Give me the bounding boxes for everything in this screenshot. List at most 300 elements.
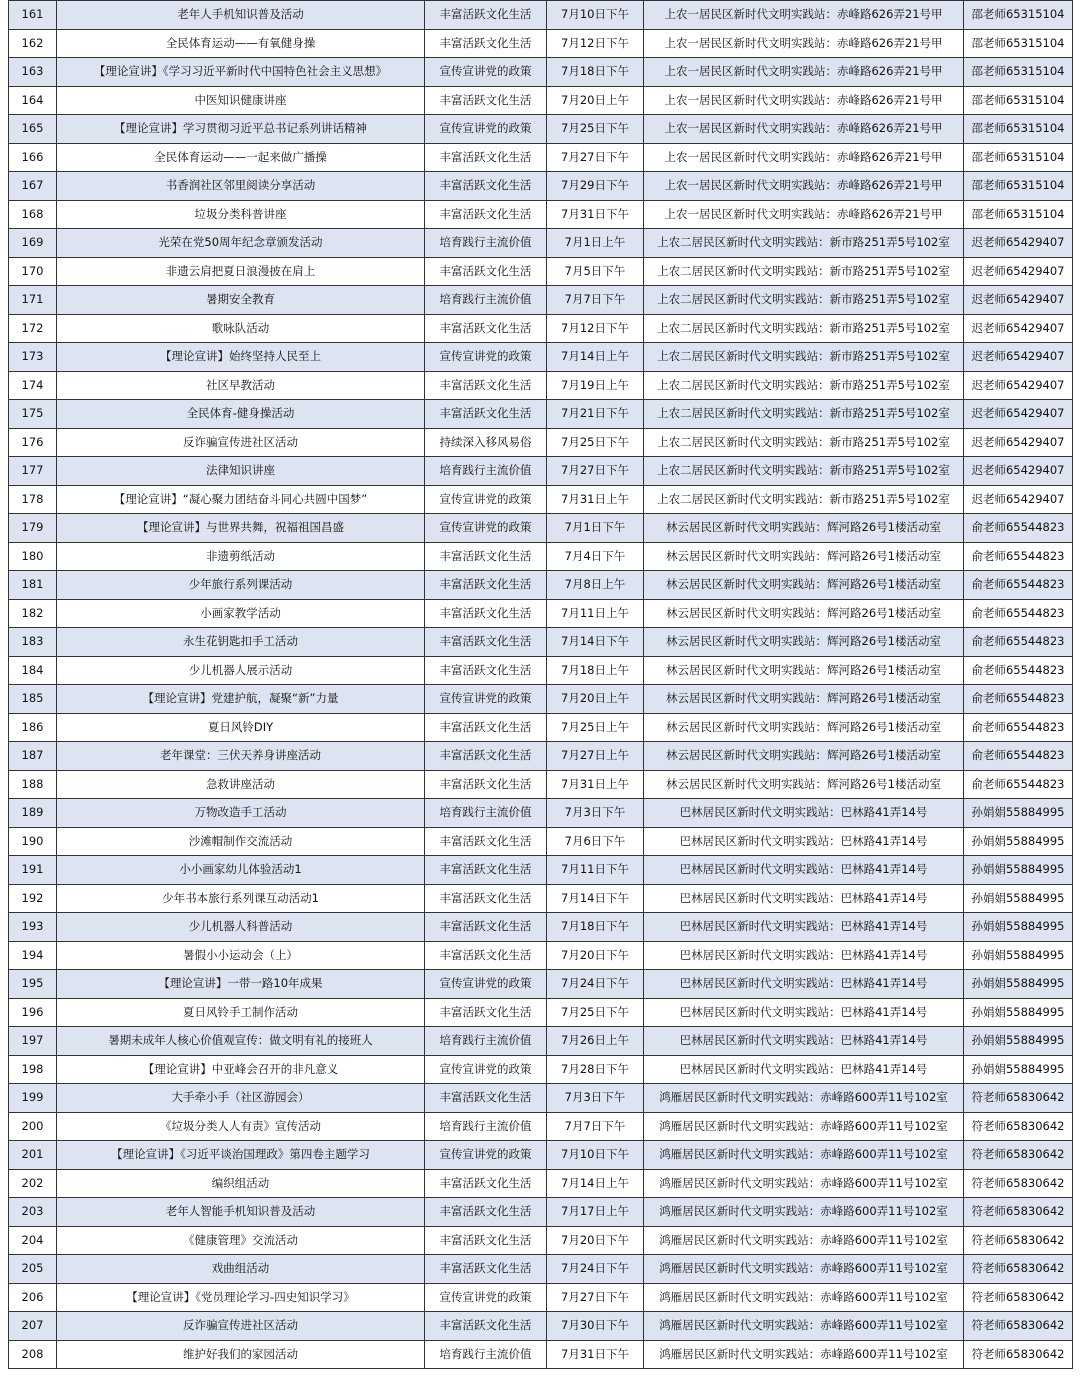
contact-cell: 迟老师65429407 (964, 343, 1073, 372)
table-row (9, 200, 1073, 229)
activity-location-cell: 鸿雁居民区新时代文明实践站：赤峰路600弄11号102室 (644, 1169, 964, 1198)
contact-cell: 迟老师65429407 (964, 257, 1073, 286)
table-row (9, 1198, 1073, 1227)
activity-time-cell: 7月20日下午 (547, 1226, 644, 1255)
table-row (9, 1283, 1073, 1312)
table-row (9, 257, 1073, 286)
activity-location-cell: 鸿雁居民区新时代文明实践站：赤峰路600弄11号102室 (644, 1255, 964, 1284)
activity-name-cell: 法律知识讲座 (57, 457, 425, 486)
activity-category-cell: 丰富活跃文化生活 (425, 314, 547, 343)
row-number-cell: 192 (9, 884, 57, 913)
contact-cell: 符老师65830642 (964, 1255, 1073, 1284)
activity-name-cell: 书香润社区邻里阅读分享活动 (57, 172, 425, 201)
activity-time-cell: 7月7日下午 (547, 1112, 644, 1141)
row-number-cell: 176 (9, 428, 57, 457)
contact-cell: 俞老师65544823 (964, 514, 1073, 543)
activity-location-cell: 巴林居民区新时代文明实践站：巴林路41弄14号 (644, 941, 964, 970)
row-number-cell: 175 (9, 400, 57, 429)
contact-cell: 迟老师65429407 (964, 485, 1073, 514)
row-number-cell: 179 (9, 514, 57, 543)
activity-category-cell: 丰富活跃文化生活 (425, 200, 547, 229)
activity-category-cell: 丰富活跃文化生活 (425, 742, 547, 771)
row-number-cell: 181 (9, 571, 57, 600)
activity-name-cell: 【理论宣讲】一带一路10年成果 (57, 970, 425, 999)
activity-location-cell: 林云居民区新时代文明实践站：辉河路26号1楼活动室 (644, 742, 964, 771)
contact-cell: 邵老师65315104 (964, 58, 1073, 87)
activity-location-cell: 上农二居民区新时代文明实践站：新市路251弄5号102室 (644, 257, 964, 286)
activity-location-cell: 上农二居民区新时代文明实践站：新市路251弄5号102室 (644, 314, 964, 343)
table-row (9, 286, 1073, 315)
activity-time-cell: 7月10日下午 (547, 1141, 644, 1170)
row-number-cell: 182 (9, 599, 57, 628)
activity-name-cell: 垃圾分类科普讲座 (57, 200, 425, 229)
table-row (9, 1055, 1073, 1084)
contact-cell: 邵老师65315104 (964, 115, 1073, 144)
row-number-cell: 178 (9, 485, 57, 514)
contact-cell: 孙娟娟55884995 (964, 799, 1073, 828)
table-row (9, 514, 1073, 543)
table-row (9, 29, 1073, 58)
contact-cell: 迟老师65429407 (964, 428, 1073, 457)
activity-category-cell: 丰富活跃文化生活 (425, 143, 547, 172)
row-number-cell: 166 (9, 143, 57, 172)
activity-time-cell: 7月25日上午 (547, 713, 644, 742)
activity-time-cell: 7月7日下午 (547, 286, 644, 315)
activity-location-cell: 鸿雁居民区新时代文明实践站：赤峰路600弄11号102室 (644, 1141, 964, 1170)
contact-cell: 俞老师65544823 (964, 656, 1073, 685)
activity-location-cell: 林云居民区新时代文明实践站：辉河路26号1楼活动室 (644, 599, 964, 628)
contact-cell: 俞老师65544823 (964, 713, 1073, 742)
activity-category-cell: 丰富活跃文化生活 (425, 1, 547, 30)
table-row (9, 970, 1073, 999)
activity-location-cell: 林云居民区新时代文明实践站：辉河路26号1楼活动室 (644, 685, 964, 714)
activity-category-cell: 培育践行主流价值 (425, 229, 547, 258)
activity-name-cell: 永生花钥匙扣手工活动 (57, 628, 425, 657)
row-number-cell: 173 (9, 343, 57, 372)
activity-name-cell: 【理论宣讲】“凝心聚力团结奋斗同心共圆中国梦” (57, 485, 425, 514)
contact-cell: 迟老师65429407 (964, 400, 1073, 429)
activity-time-cell: 7月27日下午 (547, 1283, 644, 1312)
activity-category-cell: 丰富活跃文化生活 (425, 1198, 547, 1227)
table-row (9, 1141, 1073, 1170)
activity-time-cell: 7月31日下午 (547, 200, 644, 229)
contact-cell: 邵老师65315104 (964, 29, 1073, 58)
activity-time-cell: 7月8日上午 (547, 571, 644, 600)
contact-cell: 孙娟娟55884995 (964, 884, 1073, 913)
activity-time-cell: 7月25日下午 (547, 998, 644, 1027)
activity-name-cell: 少儿机器人展示活动 (57, 656, 425, 685)
table-row (9, 86, 1073, 115)
activity-location-cell: 上农一居民区新时代文明实践站：赤峰路626弄21号甲 (644, 29, 964, 58)
contact-cell: 迟老师65429407 (964, 229, 1073, 258)
activity-category-cell: 培育践行主流价值 (425, 286, 547, 315)
activity-location-cell: 上农二居民区新时代文明实践站：新市路251弄5号102室 (644, 371, 964, 400)
row-number-cell: 204 (9, 1226, 57, 1255)
activity-location-cell: 巴林居民区新时代文明实践站：巴林路41弄14号 (644, 884, 964, 913)
row-number-cell: 196 (9, 998, 57, 1027)
table-row (9, 371, 1073, 400)
table-row (9, 1027, 1073, 1056)
contact-cell: 俞老师65544823 (964, 742, 1073, 771)
row-number-cell: 208 (9, 1340, 57, 1369)
activity-time-cell: 7月18日下午 (547, 913, 644, 942)
activity-time-cell: 7月27日下午 (547, 457, 644, 486)
activity-name-cell: 老年课堂：三伏天养身讲座活动 (57, 742, 425, 771)
activity-location-cell: 林云居民区新时代文明实践站：辉河路26号1楼活动室 (644, 713, 964, 742)
activity-time-cell: 7月18日上午 (547, 656, 644, 685)
table-row (9, 599, 1073, 628)
contact-cell: 迟老师65429407 (964, 371, 1073, 400)
activity-location-cell: 巴林居民区新时代文明实践站：巴林路41弄14号 (644, 998, 964, 1027)
activity-time-cell: 7月20日上午 (547, 86, 644, 115)
contact-cell: 符老师65830642 (964, 1340, 1073, 1369)
row-number-cell: 172 (9, 314, 57, 343)
activity-name-cell: 暑假小小运动会（上） (57, 941, 425, 970)
row-number-cell: 183 (9, 628, 57, 657)
row-number-cell: 190 (9, 827, 57, 856)
activity-name-cell: 暑期未成年人核心价值观宣传：做文明有礼的接班人 (57, 1027, 425, 1056)
row-number-cell: 187 (9, 742, 57, 771)
table-row (9, 314, 1073, 343)
activity-location-cell: 上农二居民区新时代文明实践站：新市路251弄5号102室 (644, 400, 964, 429)
activity-location-cell: 鸿雁居民区新时代文明实践站：赤峰路600弄11号102室 (644, 1112, 964, 1141)
table-row (9, 1312, 1073, 1341)
row-number-cell: 200 (9, 1112, 57, 1141)
contact-cell: 俞老师65544823 (964, 571, 1073, 600)
row-number-cell: 164 (9, 86, 57, 115)
table-row (9, 457, 1073, 486)
activity-name-cell: 反诈骗宣传进社区活动 (57, 1312, 425, 1341)
table-row (9, 998, 1073, 1027)
activity-schedule-sheet (8, 0, 1072, 1369)
contact-cell: 俞老师65544823 (964, 542, 1073, 571)
activity-name-cell: 【理论宣讲】中亚峰会召开的非凡意义 (57, 1055, 425, 1084)
row-number-cell: 169 (9, 229, 57, 258)
activity-category-cell: 丰富活跃文化生活 (425, 856, 547, 885)
activity-location-cell: 鸿雁居民区新时代文明实践站：赤峰路600弄11号102室 (644, 1283, 964, 1312)
contact-cell: 孙娟娟55884995 (964, 941, 1073, 970)
activity-name-cell: 非遗剪纸活动 (57, 542, 425, 571)
activity-category-cell: 培育践行主流价值 (425, 1027, 547, 1056)
activity-time-cell: 7月20日下午 (547, 941, 644, 970)
activity-category-cell: 宣传宣讲党的政策 (425, 1055, 547, 1084)
activity-time-cell: 7月18日下午 (547, 58, 644, 87)
activity-category-cell: 丰富活跃文化生活 (425, 713, 547, 742)
contact-cell: 符老师65830642 (964, 1226, 1073, 1255)
activity-location-cell: 林云居民区新时代文明实践站：辉河路26号1楼活动室 (644, 656, 964, 685)
row-number-cell: 184 (9, 656, 57, 685)
table-row (9, 1112, 1073, 1141)
table-row (9, 628, 1073, 657)
activity-location-cell: 鸿雁居民区新时代文明实践站：赤峰路600弄11号102室 (644, 1340, 964, 1369)
activity-category-cell: 持续深入移风易俗 (425, 428, 547, 457)
activity-category-cell: 培育践行主流价值 (425, 457, 547, 486)
activity-time-cell: 7月1日下午 (547, 514, 644, 543)
table-row (9, 856, 1073, 885)
activity-category-cell: 培育践行主流价值 (425, 799, 547, 828)
activity-location-cell: 鸿雁居民区新时代文明实践站：赤峰路600弄11号102室 (644, 1312, 964, 1341)
row-number-cell: 207 (9, 1312, 57, 1341)
activity-category-cell: 丰富活跃文化生活 (425, 599, 547, 628)
table-row (9, 685, 1073, 714)
activity-location-cell: 鸿雁居民区新时代文明实践站：赤峰路600弄11号102室 (644, 1198, 964, 1227)
row-number-cell: 195 (9, 970, 57, 999)
row-number-cell: 162 (9, 29, 57, 58)
row-number-cell: 170 (9, 257, 57, 286)
table-row (9, 1226, 1073, 1255)
activity-name-cell: 全民体育-健身操活动 (57, 400, 425, 429)
activity-location-cell: 巴林居民区新时代文明实践站：巴林路41弄14号 (644, 827, 964, 856)
activity-time-cell: 7月4日下午 (547, 542, 644, 571)
table-row (9, 941, 1073, 970)
activity-time-cell: 7月24日下午 (547, 1255, 644, 1284)
activity-name-cell: 《垃圾分类人人有责》宣传活动 (57, 1112, 425, 1141)
activity-category-cell: 丰富活跃文化生活 (425, 1255, 547, 1284)
activity-location-cell: 上农一居民区新时代文明实践站：赤峰路626弄21号甲 (644, 200, 964, 229)
row-number-cell: 171 (9, 286, 57, 315)
table-row (9, 913, 1073, 942)
activity-category-cell: 丰富活跃文化生活 (425, 86, 547, 115)
contact-cell: 符老师65830642 (964, 1312, 1073, 1341)
activity-time-cell: 7月12日下午 (547, 29, 644, 58)
row-number-cell: 186 (9, 713, 57, 742)
activity-name-cell: 暑期安全教育 (57, 286, 425, 315)
activity-schedule-table (8, 0, 1073, 1369)
table-row (9, 827, 1073, 856)
activity-time-cell: 7月31日下午 (547, 1340, 644, 1369)
activity-name-cell: 小画家教学活动 (57, 599, 425, 628)
activity-time-cell: 7月24日下午 (547, 970, 644, 999)
table-row (9, 115, 1073, 144)
activity-location-cell: 上农一居民区新时代文明实践站：赤峰路626弄21号甲 (644, 115, 964, 144)
contact-cell: 邵老师65315104 (964, 172, 1073, 201)
row-number-cell: 203 (9, 1198, 57, 1227)
row-number-cell: 163 (9, 58, 57, 87)
row-number-cell: 198 (9, 1055, 57, 1084)
contact-cell: 孙娟娟55884995 (964, 1055, 1073, 1084)
activity-name-cell: 急救讲座活动 (57, 770, 425, 799)
activity-category-cell: 丰富活跃文化生活 (425, 770, 547, 799)
table-row (9, 172, 1073, 201)
activity-name-cell: 社区早教活动 (57, 371, 425, 400)
activity-category-cell: 丰富活跃文化生活 (425, 29, 547, 58)
activity-name-cell: 全民体育运动——有氧健身操 (57, 29, 425, 58)
table-row (9, 1255, 1073, 1284)
activity-category-cell: 宣传宣讲党的政策 (425, 685, 547, 714)
activity-location-cell: 上农一居民区新时代文明实践站：赤峰路626弄21号甲 (644, 172, 964, 201)
activity-category-cell: 培育践行主流价值 (425, 1340, 547, 1369)
activity-time-cell: 7月20日上午 (547, 685, 644, 714)
activity-time-cell: 7月27日下午 (547, 143, 644, 172)
activity-category-cell: 丰富活跃文化生活 (425, 172, 547, 201)
contact-cell: 邵老师65315104 (964, 200, 1073, 229)
activity-category-cell: 丰富活跃文化生活 (425, 827, 547, 856)
activity-location-cell: 巴林居民区新时代文明实践站：巴林路41弄14号 (644, 799, 964, 828)
activity-time-cell: 7月17日上午 (547, 1198, 644, 1227)
activity-name-cell: 少年书本旅行系列课互动活动1 (57, 884, 425, 913)
activity-name-cell: 少儿机器人科普活动 (57, 913, 425, 942)
activity-name-cell: 光荣在党50周年纪念章颁发活动 (57, 229, 425, 258)
contact-cell: 俞老师65544823 (964, 685, 1073, 714)
activity-name-cell: 【理论宣讲】学习贯彻习近平总书记系列讲话精神 (57, 115, 425, 144)
table-row (9, 1169, 1073, 1198)
contact-cell: 俞老师65544823 (964, 628, 1073, 657)
activity-time-cell: 7月19日上午 (547, 371, 644, 400)
row-number-cell: 188 (9, 770, 57, 799)
activity-name-cell: 歌咏队活动 (57, 314, 425, 343)
activity-time-cell: 7月11日下午 (547, 856, 644, 885)
activity-name-cell: 少年旅行系列课活动 (57, 571, 425, 600)
activity-name-cell: 《健康管理》交流活动 (57, 1226, 425, 1255)
row-number-cell: 161 (9, 1, 57, 30)
activity-time-cell: 7月31日上午 (547, 485, 644, 514)
table-row (9, 1084, 1073, 1113)
activity-location-cell: 上农二居民区新时代文明实践站：新市路251弄5号102室 (644, 343, 964, 372)
activity-category-cell: 丰富活跃文化生活 (425, 400, 547, 429)
activity-category-cell: 丰富活跃文化生活 (425, 941, 547, 970)
activity-category-cell: 丰富活跃文化生活 (425, 542, 547, 571)
activity-category-cell: 丰富活跃文化生活 (425, 1312, 547, 1341)
activity-category-cell: 宣传宣讲党的政策 (425, 485, 547, 514)
activity-name-cell: 老年人手机知识普及活动 (57, 1, 425, 30)
activity-category-cell: 宣传宣讲党的政策 (425, 115, 547, 144)
activity-time-cell: 7月5日下午 (547, 257, 644, 286)
contact-cell: 邵老师65315104 (964, 143, 1073, 172)
row-number-cell: 193 (9, 913, 57, 942)
contact-cell: 符老师65830642 (964, 1112, 1073, 1141)
contact-cell: 迟老师65429407 (964, 286, 1073, 315)
activity-category-cell: 丰富活跃文化生活 (425, 1226, 547, 1255)
activity-name-cell: 中医知识健康讲座 (57, 86, 425, 115)
activity-location-cell: 巴林居民区新时代文明实践站：巴林路41弄14号 (644, 913, 964, 942)
activity-category-cell: 丰富活跃文化生活 (425, 656, 547, 685)
activity-time-cell: 7月31日上午 (547, 770, 644, 799)
activity-time-cell: 7月14日下午 (547, 628, 644, 657)
activity-location-cell: 鸿雁居民区新时代文明实践站：赤峰路600弄11号102室 (644, 1084, 964, 1113)
table-row (9, 799, 1073, 828)
activity-location-cell: 上农一居民区新时代文明实践站：赤峰路626弄21号甲 (644, 1, 964, 30)
activity-name-cell: 小小画家幼儿体验活动1 (57, 856, 425, 885)
activity-time-cell: 7月14日上午 (547, 1169, 644, 1198)
activity-name-cell: 全民体育运动——一起来做广播操 (57, 143, 425, 172)
activity-time-cell: 7月28日下午 (547, 1055, 644, 1084)
row-number-cell: 174 (9, 371, 57, 400)
activity-category-cell: 宣传宣讲党的政策 (425, 970, 547, 999)
activity-time-cell: 7月21日下午 (547, 400, 644, 429)
activity-category-cell: 丰富活跃文化生活 (425, 1084, 547, 1113)
activity-name-cell: 【理论宣讲】党建护航，凝聚“新”力量 (57, 685, 425, 714)
activity-name-cell: 非遗云肩把夏日浪漫披在肩上 (57, 257, 425, 286)
table-row (9, 400, 1073, 429)
contact-cell: 孙娟娟55884995 (964, 856, 1073, 885)
contact-cell: 俞老师65544823 (964, 770, 1073, 799)
contact-cell: 孙娟娟55884995 (964, 970, 1073, 999)
row-number-cell: 168 (9, 200, 57, 229)
activity-location-cell: 上农一居民区新时代文明实践站：赤峰路626弄21号甲 (644, 86, 964, 115)
contact-cell: 俞老师65544823 (964, 599, 1073, 628)
activity-time-cell: 7月25日下午 (547, 428, 644, 457)
contact-cell: 符老师65830642 (964, 1084, 1073, 1113)
activity-location-cell: 上农一居民区新时代文明实践站：赤峰路626弄21号甲 (644, 58, 964, 87)
activity-time-cell: 7月11日上午 (547, 599, 644, 628)
row-number-cell: 199 (9, 1084, 57, 1113)
activity-location-cell: 林云居民区新时代文明实践站：辉河路26号1楼活动室 (644, 628, 964, 657)
table-row (9, 428, 1073, 457)
row-number-cell: 185 (9, 685, 57, 714)
activity-name-cell: 夏日风铃DIY (57, 713, 425, 742)
activity-category-cell: 宣传宣讲党的政策 (425, 343, 547, 372)
contact-cell: 孙娟娟55884995 (964, 998, 1073, 1027)
activity-time-cell: 7月29日下午 (547, 172, 644, 201)
table-row (9, 143, 1073, 172)
activity-location-cell: 上农二居民区新时代文明实践站：新市路251弄5号102室 (644, 485, 964, 514)
activity-category-cell: 宣传宣讲党的政策 (425, 58, 547, 87)
table-row (9, 713, 1073, 742)
activity-name-cell: 【理论宣讲】《党员理论学习-四史知识学习》 (57, 1283, 425, 1312)
activity-location-cell: 林云居民区新时代文明实践站：辉河路26号1楼活动室 (644, 770, 964, 799)
table-row (9, 770, 1073, 799)
activity-name-cell: 万物改造手工活动 (57, 799, 425, 828)
activity-name-cell: 【理论宣讲】《习近平谈治国理政》第四卷主题学习 (57, 1141, 425, 1170)
activity-category-cell: 丰富活跃文化生活 (425, 628, 547, 657)
activity-time-cell: 7月14日上午 (547, 343, 644, 372)
activity-category-cell: 宣传宣讲党的政策 (425, 514, 547, 543)
activity-location-cell: 巴林居民区新时代文明实践站：巴林路41弄14号 (644, 856, 964, 885)
activity-time-cell: 7月1日上午 (547, 229, 644, 258)
table-row (9, 229, 1073, 258)
activity-name-cell: 沙滩帽制作交流活动 (57, 827, 425, 856)
activity-location-cell: 巴林居民区新时代文明实践站：巴林路41弄14号 (644, 1055, 964, 1084)
contact-cell: 孙娟娟55884995 (964, 1027, 1073, 1056)
activity-time-cell: 7月26日上午 (547, 1027, 644, 1056)
contact-cell: 邵老师65315104 (964, 1, 1073, 30)
activity-time-cell: 7月14日下午 (547, 884, 644, 913)
table-row (9, 884, 1073, 913)
table-row (9, 656, 1073, 685)
row-number-cell: 206 (9, 1283, 57, 1312)
contact-cell: 孙娟娟55884995 (964, 827, 1073, 856)
table-row (9, 1340, 1073, 1369)
activity-time-cell: 7月6日下午 (547, 827, 644, 856)
table-row (9, 485, 1073, 514)
table-row (9, 542, 1073, 571)
activity-name-cell: 大手牵小手（社区游园会） (57, 1084, 425, 1113)
table-row (9, 571, 1073, 600)
table-row (9, 742, 1073, 771)
activity-category-cell: 丰富活跃文化生活 (425, 571, 547, 600)
activity-location-cell: 林云居民区新时代文明实践站：辉河路26号1楼活动室 (644, 514, 964, 543)
contact-cell: 邵老师65315104 (964, 86, 1073, 115)
row-number-cell: 194 (9, 941, 57, 970)
activity-time-cell: 7月12日下午 (547, 314, 644, 343)
activity-location-cell: 林云居民区新时代文明实践站：辉河路26号1楼活动室 (644, 571, 964, 600)
activity-name-cell: 反诈骗宣传进社区活动 (57, 428, 425, 457)
row-number-cell: 177 (9, 457, 57, 486)
table-row (9, 1, 1073, 30)
contact-cell: 符老师65830642 (964, 1141, 1073, 1170)
activity-name-cell: 夏日风铃手工制作活动 (57, 998, 425, 1027)
activity-name-cell: 【理论宣讲】始终坚持人民至上 (57, 343, 425, 372)
row-number-cell: 191 (9, 856, 57, 885)
contact-cell: 迟老师65429407 (964, 314, 1073, 343)
activity-category-cell: 培育践行主流价值 (425, 1112, 547, 1141)
activity-category-cell: 丰富活跃文化生活 (425, 371, 547, 400)
contact-cell: 符老师65830642 (964, 1198, 1073, 1227)
row-number-cell: 197 (9, 1027, 57, 1056)
activity-time-cell: 7月10日下午 (547, 1, 644, 30)
activity-category-cell: 宣传宣讲党的政策 (425, 1283, 547, 1312)
activity-category-cell: 丰富活跃文化生活 (425, 913, 547, 942)
